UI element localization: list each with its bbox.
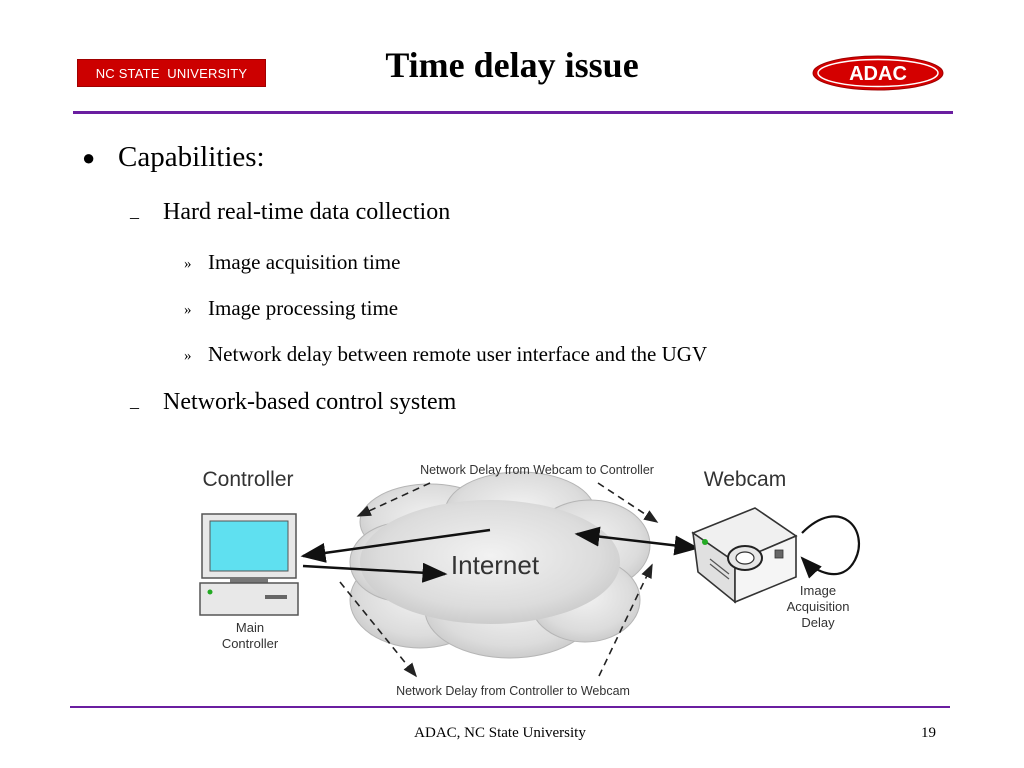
bullet-marker: ● — [82, 145, 96, 170]
chevron-marker: » — [184, 256, 192, 272]
controller-label: Controller — [202, 468, 294, 491]
image-acquisition-delay-line1: Image — [799, 583, 837, 598]
chevron-marker: » — [184, 348, 192, 364]
webcam-label: Webcam — [703, 468, 787, 491]
main-controller-label-line1: Main — [235, 620, 265, 635]
sub-bullet-hard-real-time: Hard real-time data collection — [163, 199, 451, 225]
header-divider — [73, 111, 953, 114]
image-acquisition-delay-line2: Acquisition — [786, 599, 850, 614]
adac-logo — [811, 54, 945, 92]
computer-icon — [200, 514, 298, 615]
adac-logo-text: ADAC — [849, 63, 907, 85]
webcam-icon — [693, 508, 796, 602]
dash-marker: – — [130, 207, 139, 227]
main-controller-label-line2: Controller — [221, 636, 279, 651]
dash-marker: – — [130, 397, 139, 417]
image-acquisition-delay-line3: Delay — [801, 615, 835, 630]
footer-text: ADAC, NC State University — [414, 725, 586, 741]
delay-controller-to-webcam-label: Network Delay from Controller to Webcam — [396, 684, 630, 698]
internet-label: Internet — [450, 550, 540, 580]
network-delay-diagram — [190, 450, 870, 702]
nc-state-university-logo-text: NC STATE UNIVERSITY — [95, 65, 248, 81]
slide-title: Time delay issue — [385, 45, 639, 85]
item-image-processing-time: Image processing time — [208, 296, 399, 320]
footer-divider — [70, 706, 950, 708]
sub-bullet-network-based-control: Network-based control system — [163, 389, 457, 415]
acquisition-loop-arrow — [802, 516, 859, 574]
chevron-marker: » — [184, 302, 192, 318]
item-image-acquisition-time: Image acquisition time — [208, 250, 401, 274]
bullet-capabilities: Capabilities: — [118, 141, 265, 173]
delay-webcam-to-controller-label: Network Delay from Webcam to Controller — [420, 463, 654, 477]
page-number: 19 — [921, 725, 936, 741]
item-network-delay: Network delay between remote user interface and the UGV — [208, 342, 708, 366]
